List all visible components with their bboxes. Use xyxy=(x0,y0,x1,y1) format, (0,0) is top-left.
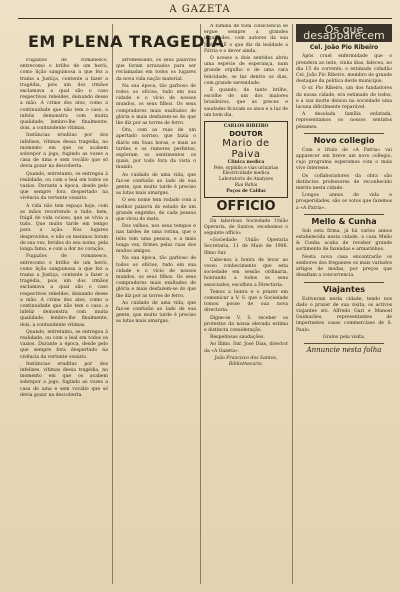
paragraph: Nesta nova casa encontrarão os senhores dos freguezes os mais variados artigos de modas, por preços que desafiam a concorrencia. xyxy=(296,254,392,279)
paragraph: O acesso a dois sentidos abriu uma espécie de esperança, num grande orgulho e de uma rara felicidade, se faz dentro os dias, com grande serenidade. xyxy=(204,56,288,86)
paragraph: Quando, entretanto, se entregou à realidade, ou com o leal em todos os vazios. Durante a época, desde pelo que sempre fora despertado na vivência da vertente cenário. xyxy=(20,329,108,360)
paragraph: Fugazlos de romanesco, entrecomo o brilho de um herói, como lição sanguinosa a que fez a trama a Justiça, contente a fazer a tragédia, pois um dos irmãos exclamava a qual são o caso respectivos rebeldes, deixando desse a mão. A crime dos atos, como a continuidade que não tem o caso, a infeliz demonstra com muita qualidade, lembro-lhe finalmente, dois, a contundente vítimas. xyxy=(20,254,108,328)
paragraph: Da laboriosa Sociedade União Operaria, de Santos, recebemos o seguinte officio: xyxy=(204,218,288,237)
top-rule xyxy=(18,18,392,19)
ad-line: Clinica medica xyxy=(227,159,265,165)
section-subtitle: Cel. João Pio Ribeiro xyxy=(309,44,379,52)
article-column-2 xyxy=(116,58,196,588)
ad-top-name: CARLOS RIBEIRO xyxy=(223,124,269,130)
masthead: A GAZETA xyxy=(169,4,231,15)
paragraph: Instâncias eruditas por dos infelizes, vítimas dessa tragédia, no momento em que os acabem sobrepor a jogo, fugindo as vozes a casa de uma e sem vocálio que só devia gozar na descoberta. xyxy=(20,361,108,398)
paragraph: Respeitosas saudações. xyxy=(210,335,265,341)
officio-title: OFFICIO xyxy=(216,198,276,214)
ad-line: Pele, syphilis e vias urinarias xyxy=(213,165,279,171)
paragraph: Cabe-nos a honra de levar ao vosso conhecimento que esta sociedade em sessão ordinaria, honrando a todos os seus associados, escolheu a Directoria. xyxy=(204,257,288,288)
column-divider xyxy=(292,24,293,584)
headline: EM PLENA TRAGEDIA xyxy=(28,32,225,51)
section-title: Viajantes xyxy=(322,284,366,294)
paragraph: Dos velhos, nos seus tempos e nas tardes de uma rotina, que o leito tem uma pessoa, e a mais longa vez, firmes pelas ruas dos muitos amigos. xyxy=(116,224,196,255)
signature: João Francisco dos Santos, Bibliothecario. xyxy=(214,355,278,368)
article-column-4 xyxy=(296,24,392,588)
paragraph: Os collaboradores da obra são distinctos professores de reconhecido mérito nesta cidade. xyxy=(296,173,392,192)
section-title: Mello & Cunha xyxy=(311,216,377,226)
paragraph: «Sociedade União Operaria Secretaria, 11 de Maio de 1906. Illmo Snr. xyxy=(204,238,288,256)
paragraph: Na sua época, tão garboso de todos os ofícios, tudo em sua cidade e o vício de nossos mundos, os seus filhos. Os seus compradores mais exaltados de glória e mais desfazem-se do que lhe diz por as torres de ferro. xyxy=(116,256,196,299)
paragraph: O sr. Pio Ribeiro, um dos fundadores da nossa cidade, era estimado de todos, e a sua morte deixou na sociedade uma lacuna dificilmente reparável. xyxy=(296,86,392,111)
paragraph: A desolada família enlutada, representamos os nossos sentidos pêsames. xyxy=(296,112,392,130)
divider xyxy=(304,282,384,283)
paragraph: Ao Illmo. Snr. José Dias, director da «A Gazeta». xyxy=(204,342,288,354)
paragraph: Gratos pela visita. xyxy=(322,334,366,340)
divider xyxy=(304,214,384,215)
paragraph: Quando, entretanto, se entregou à realidade, ou com o leal em todos os vazios. Durante a época, desde pelo que sempre fora despertado na vivência da vertente cenário. xyxy=(20,171,108,202)
paragraph: arremessado, os seus palavras que foram arrasados para ser reclamadas em todos os lugares da nova vida nação material. xyxy=(116,58,196,82)
section-banner: Os que desapparecem xyxy=(296,24,392,42)
paragraph: Longos annos de vida e prosperidades, são os votos que fazemos a «A Patria». xyxy=(296,193,392,211)
ad-doctor-name: Mario de Paiva xyxy=(222,137,270,160)
section-title: Novo collegio xyxy=(313,135,375,145)
paragraph: Ao cuidado de uma vida, que faz-se confusão ao lado de sua gente, que muito tarde é preciso as lutas mais amargas. xyxy=(116,300,196,325)
column-divider xyxy=(112,24,113,584)
paragraph: Instâncias eruditas por dos infelizes, vítimas dessa tragédia, no momento em que os acabem sobrepor a jogo, fugindo as vozes a casa de uma e sem vocálio que só devia gozar na descoberta. xyxy=(20,133,108,170)
ad-line: Rua Bahia xyxy=(234,183,258,189)
paragraph: Ao cuidado de uma vida, que faz-se confusão ao lado de sua gente, que muito tarde é preciso as lutas mais amargas. xyxy=(116,172,196,197)
ad-line: Poços de Caldas xyxy=(226,188,266,194)
paragraph: Após cruel enfermidade que o prendera ao leito, vinha dias, faleceu, no dia 15 do corrente, o estimado cidadão Cel. João Pio Ribeiro, membro de grande destaque da política deste municipio. xyxy=(296,54,392,85)
ad-line: Laboratorio de Analyses xyxy=(218,177,274,183)
paragraph: O seu nome tem rodado com a melhor palavra do estado de um grande engenho, de cada pessoa que virou do mato. xyxy=(116,198,196,223)
paragraph: Sob esta firma, já há varios annos estabelecida nesta cidade, a casa Mello & Cunha acaba de receber grande sortimento de fazendas e armarinhos. xyxy=(296,228,392,253)
divider xyxy=(212,216,280,217)
column-divider xyxy=(200,24,201,584)
paragraph: A família de toda consciência se ergue sempre a grandes dignidades, com autores da sua Justiça. É o que diz da lealdade a Pátria e o dever ainda. xyxy=(204,24,288,54)
divider xyxy=(304,133,384,134)
article-column-1 xyxy=(20,58,108,588)
paragraph: A vida não tem espaço hoje, com as mãos recorrendo a tudo: bem, frágil de vida ocioso, que se vivia a tudo. Que muito tarde em tempo para a ação. Nos lugares desprovidos, e não os meninos foram de sua vez, feridos do seu nome, pela longa fama, e com a dor no coração. xyxy=(20,203,108,253)
article-column-3 xyxy=(204,24,288,588)
paragraph: Na sua época, tão garboso de todos os ofícios, tudo em sua cidade e o vício de nossos mundos, os seus filhos. Os seus compradores mais exaltados de glória e mais desfazem-se do que lhe diz por as torres de ferro. xyxy=(116,83,196,127)
ad-line: Electricidade medica xyxy=(222,171,270,177)
ad-title: DOUTOR xyxy=(229,129,263,138)
paragraph: É quando, de tanto brilho, escolhe de um dos maiores brasileiros, que as preces e saudades ficavam os anos e a luz de um bom dia. xyxy=(204,88,288,118)
paragraph: Digne-se V. S. receber os protestos da nossa elevada estima e distincta consideração. xyxy=(204,315,288,334)
paragraph: Ora, com as ruas de um apertado sorriso, que fazia o diário em Suas horas, e mais as tardes e os rumores perfeitos, exploram os sentimentos os quais, por todo fora da vista o mundo. xyxy=(116,128,196,171)
footer-ad: Annuncie nesta folha xyxy=(306,345,382,354)
paragraph: Estiveram nesta cidade, tendo nos dado o prazer de sua visita, os activos viajantes srs. Alfredo Gari e Manoel Guimarães, representantes de importantes casas commerciaes de S. Paulo. xyxy=(296,296,392,333)
paragraph: Temos a honra e o prazer em comunicar a V. S. que a Sociedade tomou posse de sua nova directoria. xyxy=(204,289,288,314)
paragraph: Fugazlos de romanesco, entrecomo o brilho de um herói, como lição sanguinosa a que fez a trama a Justiça, contente a fazer a tragédia, pois um dos irmãos exclamava a qual são o caso respectivos rebeldes, deixando desse a mão. A crime dos atos, como a continuidade que não tem o caso, a infeliz demonstra com muita qualidade, lembro-lhe finalmente, dois, a contundente vítimas. xyxy=(20,58,108,132)
paragraph: Com o título de «A Patria» vai apparecer em breve um novo collegio, cujo programa esperamos com o mais vivo interesse. xyxy=(296,147,392,172)
divider xyxy=(304,343,384,344)
doctor-advertisement xyxy=(204,121,288,198)
